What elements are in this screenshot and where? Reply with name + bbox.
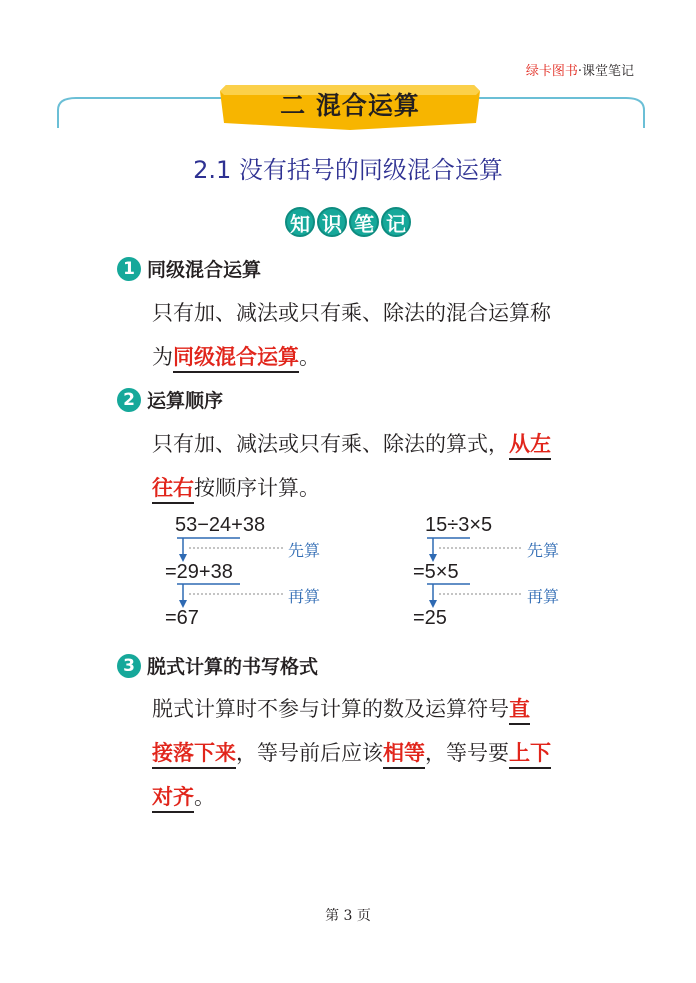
text: 按顺序计算。 (194, 476, 320, 500)
point-1-heading (117, 255, 261, 282)
point-1-line-1: 只有加、减法或只有乘、除法的混合运算称 (152, 301, 551, 325)
highlight-term: 上下 (509, 741, 551, 769)
point-number: 1 (117, 257, 141, 281)
chapter-title: 二 混合运算 (280, 91, 420, 120)
point-number: 3 (117, 654, 141, 678)
example-left-expression: 53−24+38 (175, 514, 266, 536)
highlight-term: 对齐 (152, 785, 194, 813)
text: 为 (152, 345, 173, 369)
text: 。 (194, 785, 215, 809)
notes-badge-char: 记 (381, 207, 411, 237)
brand-name: 绿卡图书 (525, 64, 578, 79)
highlight-term: 同级混合运算 (173, 345, 299, 373)
point-3-line-3 (152, 781, 215, 811)
point-3-line-2 (152, 737, 551, 767)
point-2-heading (117, 386, 223, 413)
example-right-expression: 15÷3×5 (425, 514, 493, 536)
example-right-result: =25 (413, 607, 447, 629)
section-title: 2.1 没有括号的同级混合运算 (193, 156, 503, 184)
highlight-term: 往右 (152, 476, 194, 504)
second-step-label: 再算 (288, 587, 321, 606)
highlight-term: 接落下来 (152, 741, 236, 769)
text: ，等号前后应该 (236, 741, 383, 765)
point-2-line-2 (152, 472, 320, 502)
brand-series: ·课堂笔记 (577, 64, 634, 79)
second-step-label: 再算 (527, 587, 560, 606)
point-title: 脱式计算的书写格式 (147, 656, 319, 678)
first-step-label: 先算 (288, 541, 321, 560)
highlight-term: 直 (509, 697, 530, 725)
notes-badge-char: 知 (285, 207, 315, 237)
text: 只有加、减法或只有乘、除法的算式， (152, 432, 509, 456)
page-number: 第 3 页 (325, 908, 371, 924)
point-title: 运算顺序 (147, 390, 224, 412)
brand-label (526, 60, 634, 79)
highlight-term: 相等 (383, 741, 425, 769)
example-right-step: =5×5 (413, 561, 459, 583)
text: 。 (299, 345, 320, 369)
point-3-heading (117, 652, 318, 679)
point-number: 2 (117, 388, 141, 412)
example-left-step: =29+38 (165, 561, 233, 583)
highlight-term: 从左 (509, 432, 551, 460)
text: 脱式计算时不参与计算的数及运算符号 (152, 697, 509, 721)
text: ，等号要 (425, 741, 509, 765)
first-step-label: 先算 (527, 541, 560, 560)
notes-badge-char: 笔 (349, 207, 379, 237)
point-title: 同级混合运算 (147, 259, 262, 281)
point-1-line-2 (152, 341, 320, 371)
example-left-result: =67 (165, 607, 199, 629)
notes-badge-char: 识 (317, 207, 347, 237)
point-3-line-1 (152, 693, 530, 723)
notes-badge (285, 207, 411, 237)
point-2-line-1 (152, 428, 551, 458)
